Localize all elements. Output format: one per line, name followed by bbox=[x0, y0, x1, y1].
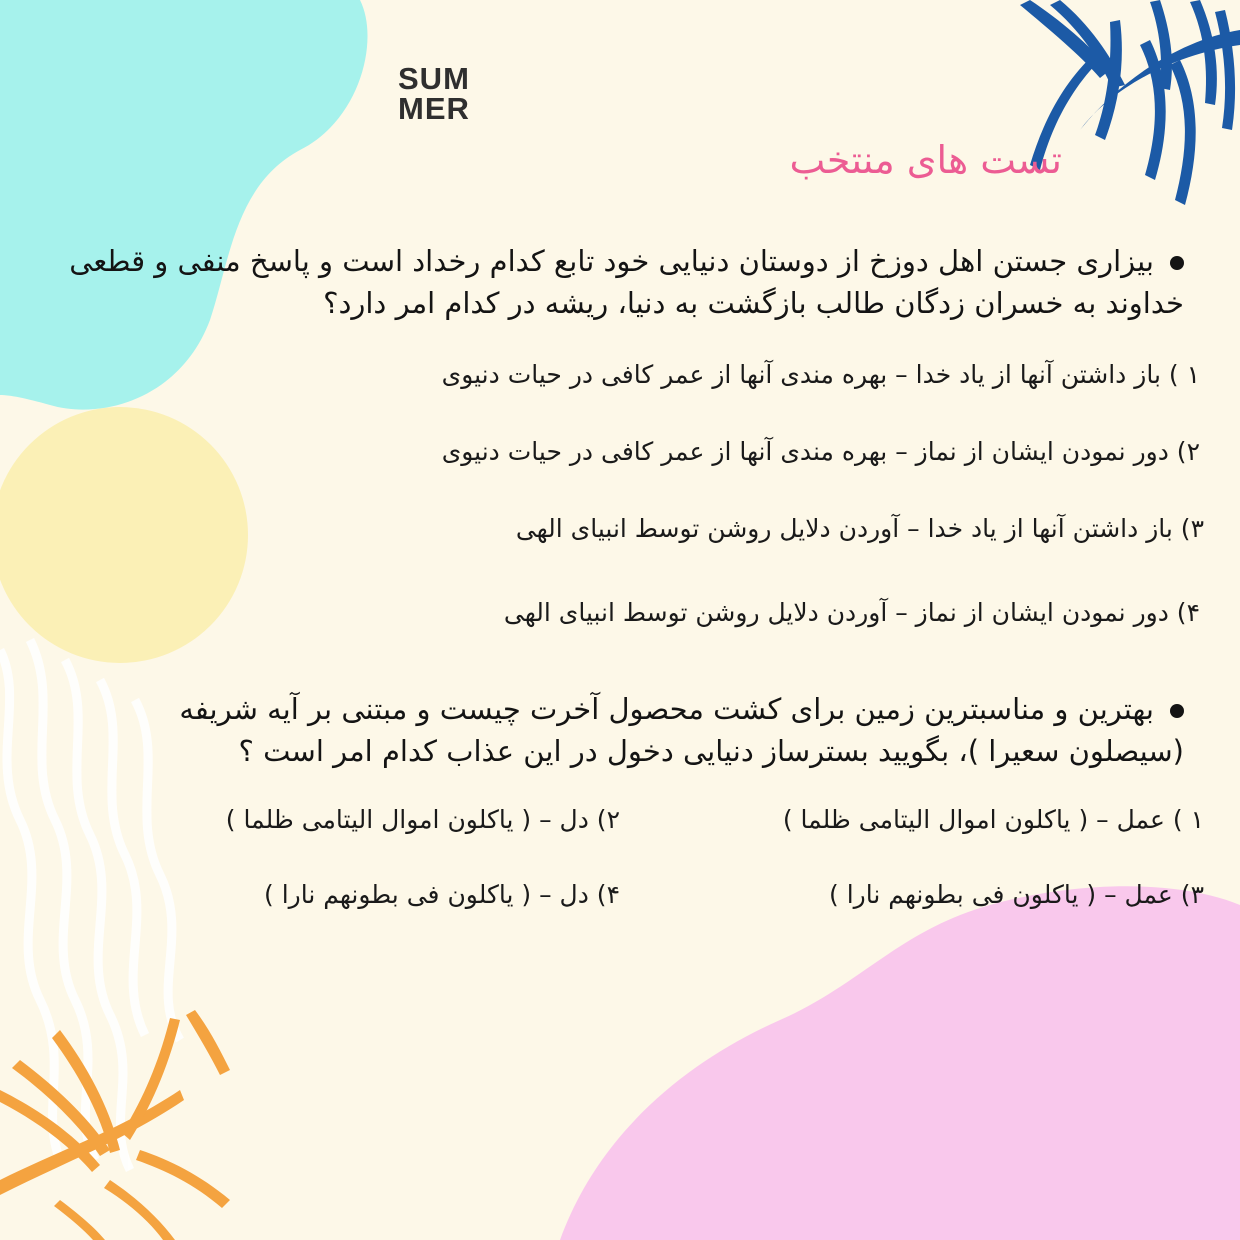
question-2-option-4: ۴) دل – ( یاکلون فی بطونهم نارا ) bbox=[264, 880, 620, 909]
bullet-icon bbox=[1170, 704, 1184, 718]
cyan-blob-shape bbox=[0, 0, 368, 410]
question-1-text: بیزاری جستن اهل دوزخ از دوستان دنیایی خود تابع کدام رخداد است و پاسخ منفی و قطعی خداوند به خسران زدگان طالب بازگشت به دنیا، ریشه در کدام امر دارد؟ bbox=[69, 244, 1184, 320]
page-title: تست های منتخب bbox=[789, 138, 1062, 182]
brand-line-1: SUM bbox=[398, 61, 470, 96]
question-1 bbox=[54, 240, 1184, 324]
question-1-option-4: ۴) دور نمودن ایشان از نماز – آوردن دلایل روشن توسط انبیای الهی bbox=[503, 598, 1200, 627]
question-2-option-2: ۲) دل – ( یاکلون اموال الیتامی ظلما ) bbox=[225, 805, 620, 834]
question-2-option-3: ۳) عمل – ( یاکلون فی بطونهم نارا ) bbox=[829, 880, 1204, 909]
summer-logo bbox=[398, 61, 470, 126]
question-1-option-1: ۱ ) باز داشتن آنها از یاد خدا – بهره مندی آنها از عمر کافی در حیات دنیوی bbox=[441, 360, 1200, 389]
question-2-option-1: ۱ ) عمل – ( یاکلون اموال الیتامی ظلما ) bbox=[782, 805, 1204, 834]
question-1-option-2: ۲) دور نمودن ایشان از نماز – بهره مندی آنها از عمر کافی در حیات دنیوی bbox=[441, 437, 1200, 466]
yellow-circle-shape bbox=[0, 407, 248, 663]
orange-leaf-shape bbox=[0, 1010, 230, 1240]
question-2-text: بهترین و مناسبترین زمین برای کشت محصول آخرت چیست و مبتنی بر آیه شریفه (سیصلون سعیرا )، بگویید بسترساز دنیایی دخول در این عذاب کدام امر است ؟ bbox=[179, 692, 1184, 768]
bullet-icon bbox=[1170, 256, 1184, 270]
pink-blob-shape bbox=[560, 886, 1240, 1240]
brand-line-2: MER bbox=[398, 91, 470, 126]
question-1-option-3: ۳) باز داشتن آنها از یاد خدا – آوردن دلایل روشن توسط انبیای الهی bbox=[515, 514, 1204, 543]
question-2 bbox=[84, 688, 1184, 772]
